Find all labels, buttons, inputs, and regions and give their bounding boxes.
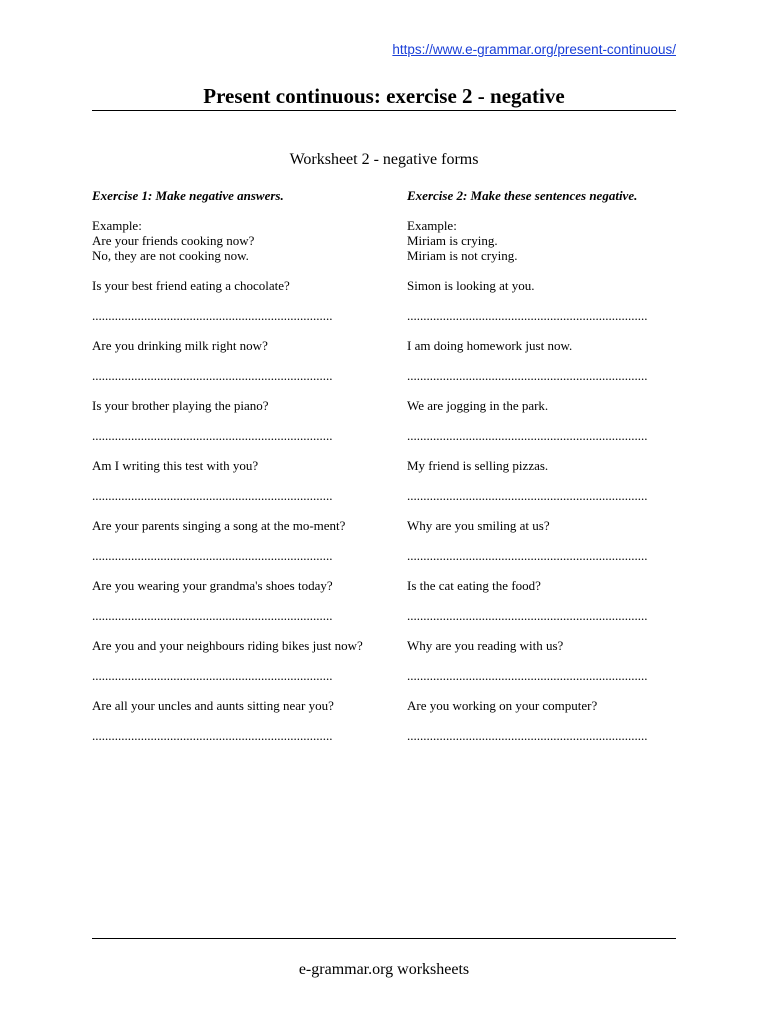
exercise-question: My friend is selling pizzas. <box>407 458 549 473</box>
exercise-question: Are you drinking milk right now? <box>92 338 268 353</box>
exercise-question: Is your best friend eating a chocolate? <box>92 278 290 293</box>
exercise-1-example <box>92 218 364 263</box>
answer-line[interactable]: .......................................................................... <box>92 488 333 503</box>
exercise-1-title: Exercise 1: Make negative answers. <box>92 188 284 203</box>
answer-line[interactable]: .......................................................................... <box>407 728 648 743</box>
exercise-question: Why are you smiling at us? <box>407 518 550 533</box>
exercise-1-column <box>92 188 364 743</box>
footer-divider <box>92 938 676 939</box>
exercise-2-items <box>407 278 679 743</box>
answer-line[interactable]: .......................................................................... <box>407 488 648 503</box>
example-question: Are your friends cooking now? <box>92 233 255 248</box>
example-negative: Miriam is not crying. <box>407 248 518 263</box>
answer-line[interactable]: .......................................................................... <box>92 428 333 443</box>
answer-line[interactable]: .......................................................................... <box>92 608 333 623</box>
footer-text: e-grammar.org worksheets <box>298 961 470 978</box>
exercise-question: Is the cat eating the food? <box>407 578 541 593</box>
worksheet-subtitle: Worksheet 2 - negative forms <box>289 151 479 168</box>
exercise-question: Simon is looking at you. <box>407 278 535 293</box>
exercise-2-column <box>407 188 679 743</box>
page-title: Present continuous: exercise 2 - negative <box>203 84 565 108</box>
answer-line[interactable]: .......................................................................... <box>92 668 333 683</box>
answer-line[interactable]: .......................................................................... <box>92 368 333 383</box>
source-url-link[interactable]: https://www.e-grammar.org/present-continuous/ <box>392 42 676 57</box>
answer-line[interactable]: .......................................................................... <box>407 368 648 383</box>
exercise-question: I am doing homework just now. <box>407 338 573 353</box>
answer-line[interactable]: .......................................................................... <box>407 608 648 623</box>
answer-line[interactable]: .......................................................................... <box>92 308 333 323</box>
example-label: Example: <box>92 218 142 233</box>
exercise-1-items <box>92 278 364 743</box>
exercise-question: Am I writing this test with you? <box>92 458 259 473</box>
answer-line[interactable]: .......................................................................... <box>407 668 648 683</box>
exercise-question: We are jogging in the park. <box>407 398 549 413</box>
exercise-question: Is your brother playing the piano? <box>92 398 269 413</box>
answer-line[interactable]: .......................................................................... <box>407 308 648 323</box>
exercise-question: Why are you reading with us? <box>407 638 564 653</box>
exercise-question: Are you and your neighbours riding bikes just now? <box>92 638 363 653</box>
example-label: Example: <box>407 218 457 233</box>
exercise-2-example <box>407 218 679 263</box>
title-divider <box>92 110 676 111</box>
exercise-question: Are your parents singing a song at the mo-ment? <box>92 518 346 533</box>
answer-line[interactable]: .......................................................................... <box>407 548 648 563</box>
exercise-question: Are you wearing your grandma's shoes today? <box>92 578 333 593</box>
answer-line[interactable]: .......................................................................... <box>92 728 333 743</box>
example-sentence: Miriam is crying. <box>407 233 498 248</box>
answer-line[interactable]: .......................................................................... <box>92 548 333 563</box>
exercise-2-title: Exercise 2: Make these sentences negative. <box>407 188 638 203</box>
exercise-question: Are all your uncles and aunts sitting near you? <box>92 698 334 713</box>
exercise-question: Are you working on your computer? <box>407 698 598 713</box>
example-answer: No, they are not cooking now. <box>92 248 249 263</box>
answer-line[interactable]: .......................................................................... <box>407 428 648 443</box>
